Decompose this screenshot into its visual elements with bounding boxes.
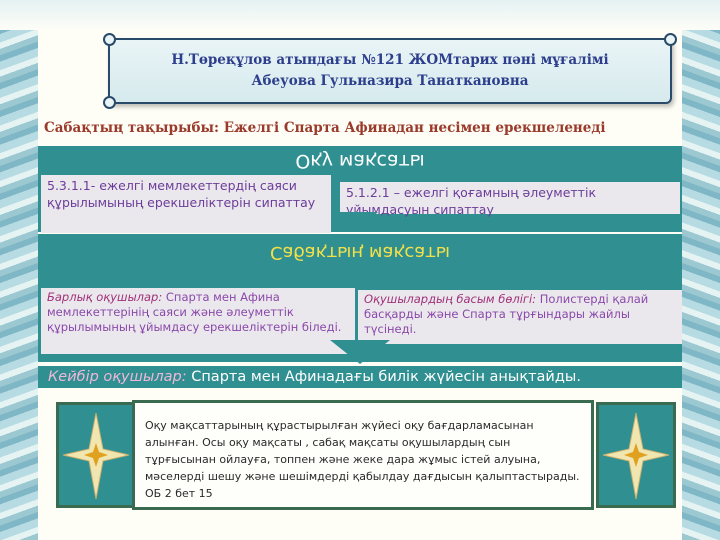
learning-goal-2: 5.1.2.1 – ежелгі қоғамның әлеуметтік ұйымдасуын сипаттау: [340, 182, 680, 214]
scroll-curl-icon: [103, 33, 116, 46]
goal-most-text: Полистерді қалай басқарды және Спарта тұрғындары жайлы түсінеді.: [364, 292, 649, 336]
header-scroll: [108, 38, 672, 104]
goal-some-label: Кейбір оқушылар:: [48, 369, 187, 385]
starfish-icon: [599, 405, 673, 505]
goal-all-students: [41, 288, 355, 354]
starfish-left-panel: [56, 402, 136, 508]
goal-most-students: [358, 290, 682, 344]
methodology-note: Оқу мақсаттарының құрастырылған жүйесі оқу бағдарламасынан алынған. Осы оқу мақсаты , сабақ мақсаты оқушылардың сын тұрғысынан ойлауға, топпен және жеке дара жұмыс істей алуына, мәселерді шешу және шешімдерді қабылдау дағдысын қалыптастырады. ОБ 2 бет 15: [132, 400, 594, 510]
scroll-curl-icon: [103, 96, 116, 109]
lesson-topic: Сабақтың тақырыбы: Ежелгі Спарта Афинадан несімен ерекшеленеді: [44, 120, 606, 136]
starfish-icon: [59, 405, 133, 505]
goal-some-students: [38, 366, 682, 388]
learning-goal-1: 5.3.1.1- ежелгі мемлекеттердің саяси құрылымының ерекшеліктерін сипаттау: [41, 175, 331, 233]
right-border-pattern: [680, 0, 720, 540]
scroll-curl-icon: [664, 33, 677, 46]
lesson-goals-title: Сабақтың мақсаты: [269, 242, 451, 263]
down-arrow-icon: [330, 340, 390, 364]
goal-most-label: Оқушылардың басым бөлігі:: [364, 292, 537, 306]
goal-all-label: Барлық оқушылар:: [47, 290, 163, 304]
teacher-name-line: Абеуова Гульназира Танаткановна: [251, 73, 529, 89]
goal-some-text: Спарта мен Афинадағы билік жүйесін анықтайды.: [186, 369, 581, 385]
down-arrow-icon: [338, 212, 378, 230]
goal-all-text: Спарта мен Афина мемлекеттерінің саяси және әлеуметтік құрылымының ұйымдасу ерекшеліктерін біледі.: [47, 290, 342, 334]
teacher-school-line: Н.Төреқұлов атындағы №121 ЖОМтарих пәні мұғалімі: [171, 52, 609, 68]
starfish-right-panel: [596, 402, 676, 508]
left-border-pattern: [0, 0, 40, 540]
learning-goals-title: Оқу мақсаты: [295, 150, 425, 172]
top-border: [0, 0, 720, 30]
